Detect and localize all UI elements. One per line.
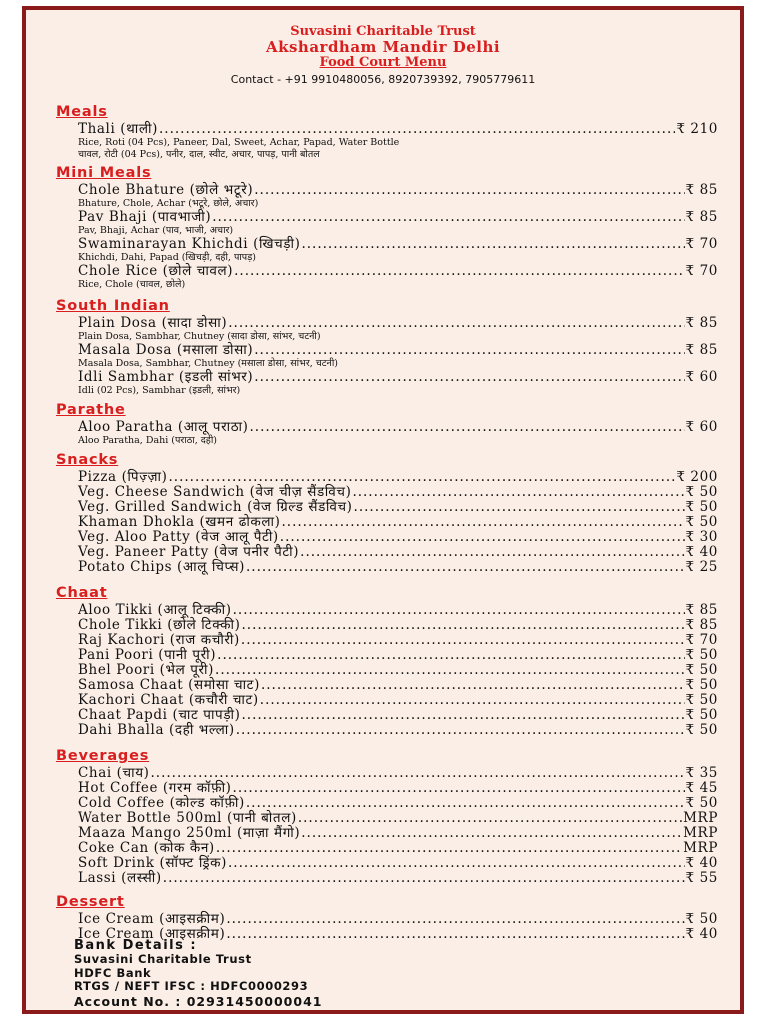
dot-leader — [226, 912, 684, 927]
menu-item-price: ₹ 50 — [685, 722, 718, 738]
dot-leader — [233, 603, 685, 618]
menu-item — [78, 796, 718, 811]
menu-item-price: ₹ 85 — [685, 602, 718, 618]
menu-item-line — [78, 530, 718, 545]
dot-leader — [260, 693, 685, 708]
bank-trust-name: Suvasini Charitable Trust — [74, 952, 252, 966]
menu-item-line — [78, 210, 718, 225]
section-title: Snacks — [56, 452, 119, 468]
menu-item-line — [78, 420, 718, 435]
menu-item-price: ₹ 85 — [685, 342, 718, 358]
menu-item-price: ₹ 85 — [685, 617, 718, 633]
section-title: Meals — [56, 104, 108, 120]
section-title: Mini Meals — [56, 165, 152, 181]
menu-item-line — [78, 500, 718, 515]
menu-item-line — [78, 264, 718, 279]
menu-item-price: ₹ 40 — [685, 855, 718, 871]
menu-item-price: ₹ 60 — [685, 369, 718, 385]
menu-item — [78, 781, 718, 796]
menu-item-name: Chole Tikki (छोले टिक्की) — [78, 617, 241, 633]
menu-item-line — [78, 485, 718, 500]
menu-header — [26, 24, 740, 86]
menu-item — [78, 766, 718, 781]
menu-item — [78, 237, 718, 263]
dot-leader — [300, 545, 684, 560]
dot-leader — [254, 183, 684, 198]
dot-leader — [280, 530, 685, 545]
menu-item-name: Chole Bhature (छोले भटूरे) — [78, 182, 254, 198]
menu-item-description: Plain Dosa, Sambhar, Chutney (सादा डोसा, सांभर, चटनी) — [78, 331, 321, 342]
menu-item-name: Aloo Paratha (आलू पराठा) — [78, 419, 249, 435]
menu-item — [78, 500, 718, 515]
menu-item-price: MRP — [683, 825, 718, 841]
menu-item-line — [78, 781, 718, 796]
menu-item-description: Rice, Roti (04 Pcs), Paneer, Dal, Sweet, Achar, Papad, Water Bottle — [78, 137, 400, 148]
menu-item-name: Veg. Paneer Patty (वेज पनीर पैटी) — [78, 544, 300, 560]
dot-leader — [250, 420, 685, 435]
dot-leader — [217, 648, 684, 663]
menu-item-description: Pav, Bhaji, Achar (पाव, भाजी, अचार) — [78, 225, 234, 236]
menu-item-name: Chole Rice (छोले चावल) — [78, 263, 234, 279]
menu-item-line — [78, 796, 718, 811]
menu-section — [56, 450, 718, 575]
menu-item-line — [78, 237, 718, 252]
menu-item-name: Samosa Chaat (समोसा चाट) — [78, 677, 260, 693]
menu-item-price: ₹ 35 — [685, 765, 718, 781]
menu-item-line — [78, 370, 718, 385]
dot-leader — [151, 766, 685, 781]
menu-item — [78, 633, 718, 648]
menu-item — [78, 420, 718, 446]
menu-item — [78, 370, 718, 396]
menu-item-name: Ice Cream (आइसक्रीम) — [78, 926, 226, 942]
menu-item-line — [78, 871, 718, 886]
menu-section — [56, 583, 718, 738]
menu-item — [78, 316, 718, 342]
section-items — [78, 766, 718, 886]
dot-leader — [215, 663, 685, 678]
menu-page — [22, 6, 744, 1014]
menu-item-price: ₹ 50 — [685, 514, 718, 530]
menu-item-description: Khichdi, Dahi, Papad (खिचड़ी, दही, पापड़) — [78, 252, 256, 263]
section-title: South Indian — [56, 298, 170, 314]
menu-item-price: ₹ 30 — [685, 529, 718, 545]
menu-item-name: Lassi (लस्सी) — [78, 870, 162, 886]
dot-leader — [228, 856, 685, 871]
menu-item-price: ₹ 50 — [685, 677, 718, 693]
section-title: Chaat — [56, 585, 108, 601]
section-items — [78, 316, 718, 396]
menu-item-line — [78, 708, 718, 723]
dot-leader — [169, 470, 676, 485]
menu-item-name: Pav Bhaji (पावभाजी) — [78, 209, 212, 225]
menu-item-price: ₹ 70 — [685, 263, 718, 279]
menu-item-line — [78, 545, 718, 560]
bank-name: HDFC Bank — [74, 965, 152, 980]
dot-leader — [352, 485, 684, 500]
menu-item — [78, 693, 718, 708]
dot-leader — [236, 723, 685, 738]
menu-item — [78, 183, 718, 209]
menu-item-name: Veg. Aloo Patty (वेज आलू पैटी) — [78, 529, 279, 545]
bank-details — [74, 938, 322, 1010]
menu-item-price: ₹ 40 — [685, 926, 718, 942]
section-title: Dessert — [56, 894, 125, 910]
menu-item-price: ₹ 70 — [685, 632, 718, 648]
menu-section — [56, 163, 718, 290]
menu-item-line — [78, 343, 718, 358]
menu-item — [78, 871, 718, 886]
menu-item-price: MRP — [683, 840, 718, 856]
bank-account: Account No. : 02931450000041 — [74, 993, 323, 1009]
menu-item-name: Aloo Tikki (आलू टिक्की) — [78, 602, 232, 618]
menu-item-name: Khaman Dhokla (खमन ढोकला) — [78, 514, 281, 530]
menu-item-name: Pizza (पिज़्ज़ा) — [78, 469, 168, 485]
dot-leader — [261, 678, 685, 693]
menu-item-price: ₹ 55 — [685, 870, 718, 886]
menu-item-line — [78, 122, 718, 137]
dot-leader — [234, 264, 684, 279]
menu-body — [56, 102, 718, 942]
menu-item-line — [78, 811, 718, 826]
menu-item — [78, 343, 718, 369]
menu-item-price: ₹ 60 — [685, 419, 718, 435]
menu-item-name: Coke Can (कोक कैन) — [78, 840, 215, 856]
menu-item-name: Kachori Chaat (कचौरी चाट) — [78, 692, 259, 708]
dot-leader — [254, 343, 684, 358]
menu-item — [78, 648, 718, 663]
menu-item-description-hindi: चावल, रोटी (04 Pcs), पनीर, दाल, स्वीट, अचार, पापड़, पानी बोतल — [78, 149, 320, 160]
menu-item-description: Aloo Paratha, Dahi (पराठा, दही) — [78, 435, 218, 446]
menu-item — [78, 530, 718, 545]
menu-item-price: ₹ 50 — [685, 911, 718, 927]
menu-item — [78, 723, 718, 738]
menu-item-name: Hot Coffee (गरम कॉफ़ी) — [78, 780, 232, 796]
dot-leader — [301, 237, 684, 252]
menu-item-price: ₹ 25 — [685, 559, 718, 575]
section-items — [78, 183, 718, 290]
menu-item — [78, 122, 718, 160]
dot-leader — [354, 500, 685, 515]
menu-section — [56, 296, 718, 396]
menu-item-name: Cold Coffee (कोल्ड कॉफ़ी) — [78, 795, 245, 811]
menu-item-line — [78, 316, 718, 331]
menu-item-line — [78, 633, 718, 648]
menu-item-line — [78, 618, 718, 633]
section-items — [78, 420, 718, 446]
menu-section — [56, 102, 718, 160]
menu-item-description: Bhature, Chole, Achar (भटूरे, छोले, अचार) — [78, 198, 259, 209]
menu-item-price: MRP — [683, 810, 718, 826]
menu-item-price: ₹ 50 — [685, 662, 718, 678]
menu-item — [78, 856, 718, 871]
menu-item-line — [78, 648, 718, 663]
menu-item-line — [78, 663, 718, 678]
menu-item-description: Masala Dosa, Sambhar, Chutney (मसाला डोसा, सांभर, चटनी) — [78, 358, 339, 369]
menu-item-name: Water Bottle 500ml (पानी बोतल) — [78, 810, 297, 826]
menu-item-name: Soft Drink (सॉफ्ट ड्रिंक) — [78, 855, 227, 871]
menu-item-name: Thali (थाली) — [78, 121, 158, 137]
menu-item-line — [78, 678, 718, 693]
menu-item-name: Potato Chips (आलू चिप्स) — [78, 559, 245, 575]
dot-leader — [246, 560, 685, 575]
menu-item-name: Raj Kachori (राज कचौरी) — [78, 632, 240, 648]
dot-leader — [246, 796, 685, 811]
menu-item-line — [78, 856, 718, 871]
menu-item-price: ₹ 85 — [685, 209, 718, 225]
menu-item — [78, 485, 718, 500]
menu-item-line — [78, 693, 718, 708]
menu-item-price: ₹ 70 — [685, 236, 718, 252]
menu-section — [56, 746, 718, 886]
menu-item-name: Bhel Poori (भेल पूरी) — [78, 662, 215, 678]
dot-leader — [301, 826, 682, 841]
menu-item-price: ₹ 50 — [685, 795, 718, 811]
menu-item — [78, 264, 718, 290]
menu-item-name: Dahi Bhalla (दही भल्ला) — [78, 722, 235, 738]
menu-item-price: ₹ 85 — [685, 315, 718, 331]
menu-item-price: ₹ 200 — [676, 469, 718, 485]
menu-item — [78, 470, 718, 485]
menu-section — [56, 892, 718, 942]
contact-info: Contact - +91 9910480056, 8920739392, 7905779611 — [230, 73, 536, 86]
menu-item — [78, 678, 718, 693]
menu-item-line — [78, 183, 718, 198]
menu-item — [78, 603, 718, 618]
menu-item — [78, 826, 718, 841]
menu-item-line — [78, 912, 718, 927]
menu-item-line — [78, 560, 718, 575]
dot-leader — [254, 370, 684, 385]
menu-item-description: Idli (02 Pcs), Sambhar (इडली, सांभर) — [78, 385, 241, 396]
menu-item-name: Veg. Grilled Sandwich (वेज ग्रिल्ड सैंडविच) — [78, 499, 353, 515]
dot-leader — [159, 122, 675, 137]
menu-item-name: Masala Dosa (मसाला डोसा) — [78, 342, 254, 358]
menu-item — [78, 545, 718, 560]
menu-item-price: ₹ 85 — [685, 182, 718, 198]
trust-name: Suvasini Charitable Trust — [290, 24, 476, 39]
menu-item-line — [78, 515, 718, 530]
menu-item-price: ₹ 50 — [685, 707, 718, 723]
dot-leader — [241, 633, 685, 648]
menu-item — [78, 811, 718, 826]
menu-item-line — [78, 723, 718, 738]
mandir-name: Akshardham Mandir Delhi — [265, 38, 501, 56]
dot-leader — [216, 841, 682, 856]
menu-item-name: Chai (चाय) — [78, 765, 150, 781]
dot-leader — [282, 515, 685, 530]
menu-item-name: Idli Sambhar (इडली सांभर) — [78, 369, 254, 385]
menu-item-name: Ice Cream (आइसक्रीम) — [78, 911, 226, 927]
section-items — [78, 470, 718, 575]
menu-item-price: ₹ 40 — [685, 544, 718, 560]
menu-item — [78, 663, 718, 678]
menu-item-price: ₹ 210 — [676, 121, 718, 137]
bank-ifsc: RTGS / NEFT IFSC : HDFC0000293 — [74, 979, 309, 993]
menu-item-line — [78, 766, 718, 781]
menu-section — [56, 400, 718, 446]
section-items — [78, 603, 718, 738]
dot-leader — [212, 210, 684, 225]
menu-item — [78, 210, 718, 236]
dot-leader — [163, 871, 685, 886]
menu-item-name: Pani Poori (पानी पूरी) — [78, 647, 217, 663]
menu-item-name: Veg. Cheese Sandwich (वेज चीज़ सैंडविच) — [78, 484, 352, 500]
menu-item-price: ₹ 50 — [685, 499, 718, 515]
menu-item-line — [78, 470, 718, 485]
menu-item — [78, 841, 718, 856]
dot-leader — [298, 811, 682, 826]
menu-item-line — [78, 841, 718, 856]
menu-title: Food Court Menu — [319, 55, 447, 70]
menu-item — [78, 560, 718, 575]
menu-item — [78, 618, 718, 633]
menu-item-line — [78, 603, 718, 618]
dot-leader — [242, 618, 685, 633]
menu-item-name: Plain Dosa (सादा डोसा) — [78, 315, 228, 331]
menu-item-name: Maaza Mango 250ml (माज़ा मैंगो) — [78, 825, 301, 841]
section-items — [78, 122, 718, 160]
bank-details-title: Bank Details : — [74, 938, 198, 953]
menu-item-name: Swaminarayan Khichdi (खिचड़ी) — [78, 236, 301, 252]
menu-item — [78, 912, 718, 927]
menu-item-price: ₹ 45 — [685, 780, 718, 796]
menu-item — [78, 515, 718, 530]
menu-item-name: Chaat Papdi (चाट पापड़ी) — [78, 707, 241, 723]
dot-leader — [233, 781, 685, 796]
section-title: Beverages — [56, 748, 150, 764]
menu-item-price: ₹ 50 — [685, 692, 718, 708]
dot-leader — [228, 316, 684, 331]
menu-item — [78, 708, 718, 723]
menu-item-description: Rice, Chole (चावल, छोले) — [78, 279, 186, 290]
section-title: Parathe — [56, 402, 126, 418]
dot-leader — [242, 708, 685, 723]
menu-item-price: ₹ 50 — [685, 647, 718, 663]
menu-item-line — [78, 826, 718, 841]
menu-item-price: ₹ 50 — [685, 484, 718, 500]
